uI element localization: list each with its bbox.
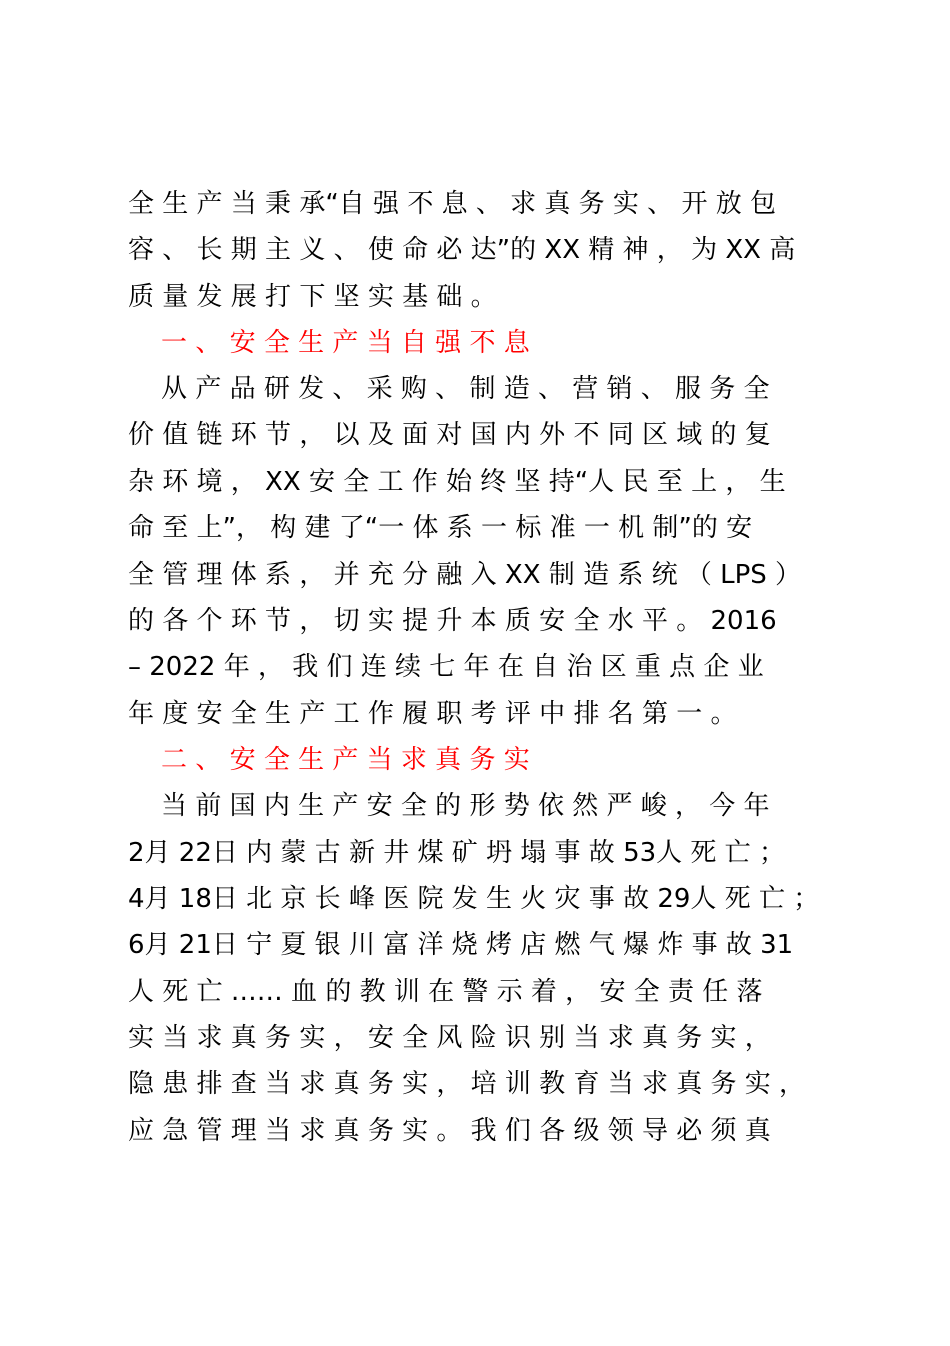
paragraph-line: 全 生 产 当 秉 承“自 强 不 息 、 求 真 务 实 、 开 放 包	[128, 189, 776, 219]
paragraph-line: 杂 环 境 ， XX 安 全 工 作 始 终 坚 持“人 民 至 上 ， 生	[128, 467, 786, 497]
paragraph-line: 2月 22日 内 蒙 古 新 井 煤 矿 坍 塌 事 故 53人 死 亡 ；	[128, 838, 785, 868]
paragraph-line: 应 急 管 理 当 求 真 务 实 。 我 们 各 级 领 导 必 须 真	[128, 1116, 771, 1146]
paragraph-line: 6月 21日 宁 夏 银 川 富 洋 烧 烤 店 燃 气 爆 炸 事 故 31	[128, 930, 794, 960]
paragraph-line: 全 管 理 体 系 ， 并 充 分 融 入 XX 制 造 系 统 （ LPS ）	[128, 560, 802, 590]
paragraph-line: 从 产 品 研 发 、 采 购 、 制 造 、 营 销 、 服 务 全	[128, 374, 770, 404]
paragraph-line: 容 、 长 期 主 义 、 使 命 必 达”的 XX 精 神 ， 为 XX 高	[128, 235, 796, 265]
paragraph-line: 当 前 国 内 生 产 安 全 的 形 势 依 然 严 峻 ， 今 年	[128, 791, 770, 821]
paragraph-line: 人 死 亡 …… 血 的 教 训 在 警 示 着 ， 安 全 责 任 落	[128, 977, 763, 1007]
paragraph-line: 价 值 链 环 节 ， 以 及 面 对 国 内 外 不 同 区 域 的 复	[128, 420, 771, 450]
paragraph-line: 质 量 发 展 打 下 坚 实 基 础 。	[128, 282, 497, 312]
section-heading-1: 一 、 安 全 生 产 当 自 强 不 息	[128, 328, 530, 358]
paragraph-line: 隐 患 排 查 当 求 真 务 实 ， 培 训 教 育 当 求 真 务 实 ，	[128, 1069, 806, 1099]
paragraph-line: – 2022 年 ， 我 们 连 续 七 年 在 自 治 区 重 点 企 业	[128, 652, 764, 682]
paragraph-line: 年 度 安 全 生 产 工 作 履 职 考 评 中 排 名 第 一 。	[128, 699, 737, 729]
paragraph-line: 命 至 上”， 构 建 了“一 体 系 一 标 准 一 机 制”的 安	[128, 513, 753, 543]
paragraph-line: 4月 18日 北 京 长 峰 医 院 发 生 火 灾 事 故 29人 死 亡 ；	[128, 884, 820, 914]
paragraph-line: 实 当 求 真 务 实 ， 安 全 风 险 识 别 当 求 真 务 实 ，	[128, 1023, 771, 1053]
section-heading-2: 二 、 安 全 生 产 当 求 真 务 实	[128, 745, 530, 775]
paragraph-line: 的 各 个 环 节 ， 切 实 提 升 本 质 安 全 水 平 。 2016	[128, 606, 777, 636]
